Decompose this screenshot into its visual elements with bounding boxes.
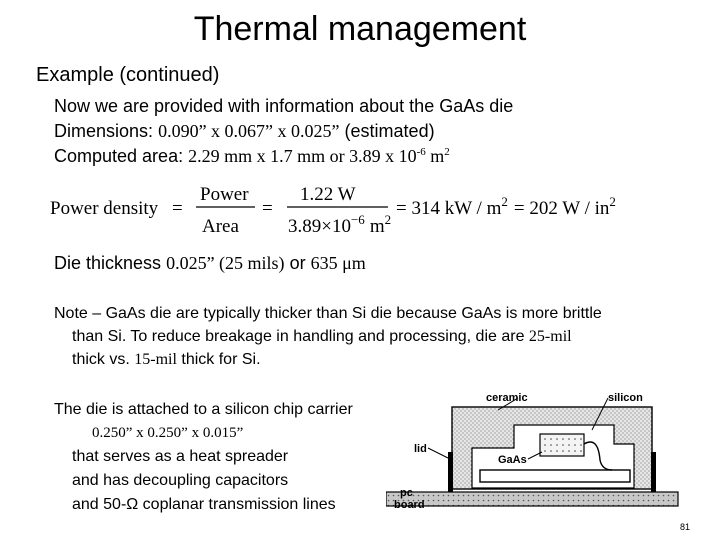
note-line-2: than Si. To reduce breakage in handling and processing, die are 25-mil — [72, 328, 572, 345]
slide-title: Thermal management — [193, 10, 527, 48]
thickness-line — [54, 253, 366, 274]
gaas-die — [540, 434, 584, 456]
area-label: Computed area: — [54, 146, 184, 166]
area-line — [54, 146, 450, 167]
thickness-alt: 635 μm — [310, 253, 366, 273]
page-number: 81 — [679, 522, 690, 532]
thickness-or: or — [289, 253, 306, 273]
eq-frac2-num: 1.22 W — [300, 184, 356, 205]
intro-line: Now we are provided with information about the GaAs die — [54, 96, 514, 116]
left-lead — [448, 452, 453, 492]
right-lead — [651, 452, 656, 492]
attach-line-3: and has decoupling capacitors — [72, 472, 289, 489]
label-board: board — [394, 499, 425, 511]
note-25mil: 25-mil — [528, 328, 572, 345]
dimensions-note: (estimated) — [344, 121, 435, 141]
thickness-label: Die thickness — [54, 253, 162, 273]
attach-dims: 0.250” x 0.250” x 0.015” — [92, 425, 244, 441]
note-15mil: 15-mil — [134, 351, 177, 368]
leader-lid — [428, 448, 448, 458]
label-silicon: silicon — [608, 392, 643, 404]
label-lid: lid — [414, 443, 427, 455]
silicon-carrier — [480, 470, 630, 482]
svg-text:=: = — [172, 198, 183, 219]
slide-subtitle: Example (continued) — [36, 64, 220, 86]
dimensions-label: Dimensions: — [54, 121, 154, 141]
dimensions-value: 0.090” x 0.067” x 0.025” — [158, 121, 340, 141]
label-ceramic: ceramic — [486, 392, 528, 404]
area-value: 2.29 mm x 1.7 mm or 3.89 x $10^{-6}$ $m^2$ — [188, 146, 450, 166]
attach-line-2: that serves as a heat spreader — [72, 448, 289, 465]
eq-result-kw: = 314 kW / $m^2 = 202$ W / $in^2$ — [396, 194, 616, 219]
package-cross-section-diagram — [386, 388, 686, 520]
attach-line-4: and 50-Ω coplanar transmission lines — [72, 496, 336, 513]
label-gaas: GaAs — [498, 454, 527, 466]
thickness-value: 0.025” (25 mils) — [166, 253, 285, 273]
eq-frac1-den: Area — [202, 216, 239, 237]
note-line-1: Note – GaAs die are typically thicker than Si die because GaAs is more brittle — [54, 305, 602, 322]
svg-text:=: = — [262, 198, 273, 219]
eq-frac2-den: $3.89\times 10^{-6}$ $m^2$ — [288, 212, 392, 237]
pc-board-layer — [386, 492, 678, 506]
eq-lhs: Power density — [50, 198, 159, 219]
attach-line-1: The die is attached to a silicon chip carrier — [54, 401, 353, 418]
power-density-equation — [50, 178, 690, 238]
note-line-3: thick vs. 15-mil thick for Si. — [72, 351, 261, 368]
eq-frac1-num: Power — [200, 184, 249, 205]
label-pc: pc — [400, 487, 413, 499]
dimensions-line — [54, 121, 435, 142]
